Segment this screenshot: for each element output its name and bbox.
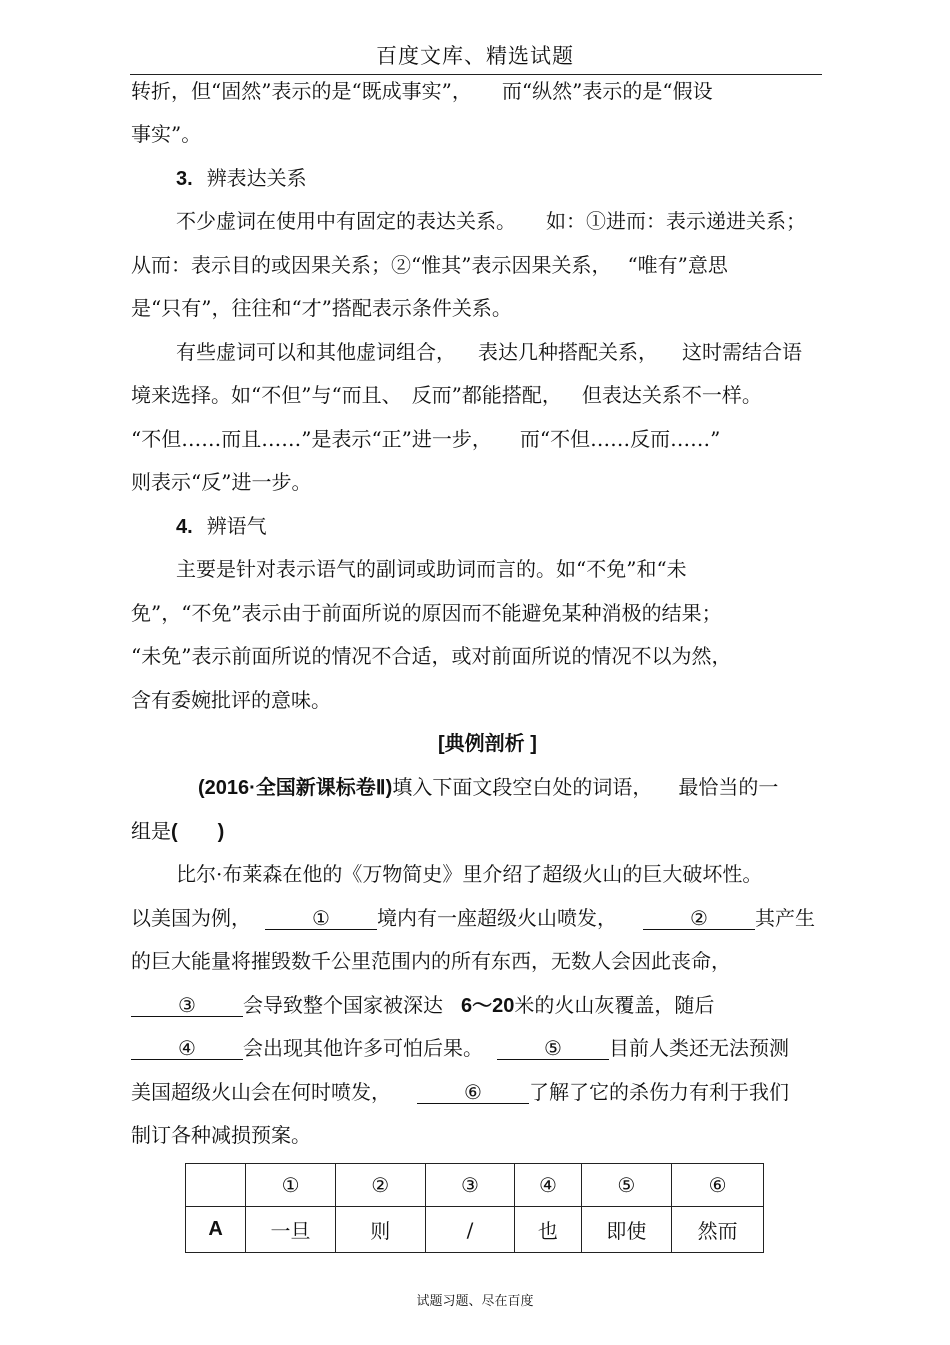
answer-table (185, 1163, 764, 1253)
section-heading-4: 4. 辨语气 (176, 514, 267, 538)
blank-5[interactable]: ⑤ (497, 1037, 609, 1060)
table-cell: / (425, 1207, 515, 1253)
table-row (186, 1207, 764, 1253)
section-heading-3: 3. 辨表达关系 (176, 166, 307, 190)
table-header-cell: ② (335, 1164, 425, 1207)
paragraph-line: 从而：表示目的或因果关系；②“惟其”表示因果关系， “唯有”意思 (131, 253, 728, 277)
passage-line: 制订各种减损预案。 (131, 1123, 311, 1147)
header-divider (130, 74, 822, 75)
passage-line: 以美国为例， ① 境内有一座超级火山喷发， ② 其产生 (131, 906, 815, 930)
paragraph-line: 免”，“不免”表示由于前面所说的原因而不能避免某种消极的结果； (131, 601, 722, 625)
table-header-cell: ⑤ (581, 1164, 672, 1207)
table-cell: 一旦 (246, 1207, 336, 1253)
paragraph-line: “未免”表示前面所说的情况不合适，或对前面所说的情况不以为然， (131, 644, 732, 668)
passage-line: ③ 会导致整个国家被深达 6～20米的火山灰覆盖，随后 (131, 992, 714, 1019)
blank-1[interactable]: ① (265, 907, 377, 930)
page-footer: 试题习题、尽在百度 (416, 1294, 534, 1309)
answer-table-header (186, 1164, 764, 1207)
paragraph-line: 转折，但“固然”表示的是“既成事实”， 而“纵然”表示的是“假设 (131, 79, 713, 103)
table-cell: 也 (515, 1207, 581, 1253)
passage-line: 美国超级火山会在何时喷发， ⑥ 了解了它的杀伤力有利于我们 (131, 1080, 789, 1104)
paragraph-line: 有些虚词可以和其他虚词组合， 表达几种搭配关系， 这时需结合语 (176, 340, 802, 364)
blank-2[interactable]: ② (643, 907, 755, 930)
paragraph-line: 是“只有”，往往和“才”搭配表示条件关系。 (131, 296, 512, 320)
table-cell: 即使 (581, 1207, 672, 1253)
page-header: 百度文库、精选试题 (376, 44, 574, 68)
passage-line: 比尔·布莱森在他的《万物简史》里介绍了超级火山的巨大破坏性。 (176, 862, 763, 886)
paragraph-line: 不少虚词在使用中有固定的表达关系。 如：①进而：表示递进关系； (176, 209, 806, 233)
paragraph-line: 事实”。 (131, 122, 202, 146)
table-header-cell: ⑥ (672, 1164, 764, 1207)
table-header-cell: ④ (515, 1164, 581, 1207)
paragraph-line: “不但……而且……”是表示“正”进一步， 而“不但……反而……” (131, 427, 721, 451)
passage-line: 的巨大能量将摧毁数千公里范围内的所有东西，无数人会因此丧命， (131, 949, 731, 973)
table-header-cell: ① (246, 1164, 336, 1207)
blank-6[interactable]: ⑥ (417, 1081, 529, 1104)
paragraph-line: 主要是针对表示语气的副词或助词而言的。如“不免”和“未 (176, 557, 687, 581)
example-heading: [典例剖析 ] (438, 733, 537, 755)
table-header-cell (186, 1164, 246, 1207)
table-cell: 则 (335, 1207, 425, 1253)
paragraph-line: 境来选择。如“不但”与“而且、 反而”都能搭配， 但表达关系不一样。 (131, 383, 762, 407)
paragraph-line: 含有委婉批评的意味。 (131, 688, 331, 712)
passage-line: ④ 会出现其他许多可怕后果。 ⑤ 目前人类还无法预测 (131, 1035, 789, 1061)
paragraph-line: 则表示“反”进一步。 (131, 470, 312, 494)
question-stem: 组是( ) (131, 819, 225, 843)
blank-3[interactable]: ③ (131, 994, 243, 1017)
table-header-cell: ③ (425, 1164, 515, 1207)
blank-4[interactable]: ④ (131, 1037, 243, 1060)
table-cell: 然而 (672, 1207, 764, 1253)
option-label: A (186, 1207, 246, 1253)
question-stem: (2016·全国新课标卷Ⅱ)填入下面文段空白处的词语， 最恰当的一 (198, 775, 779, 799)
